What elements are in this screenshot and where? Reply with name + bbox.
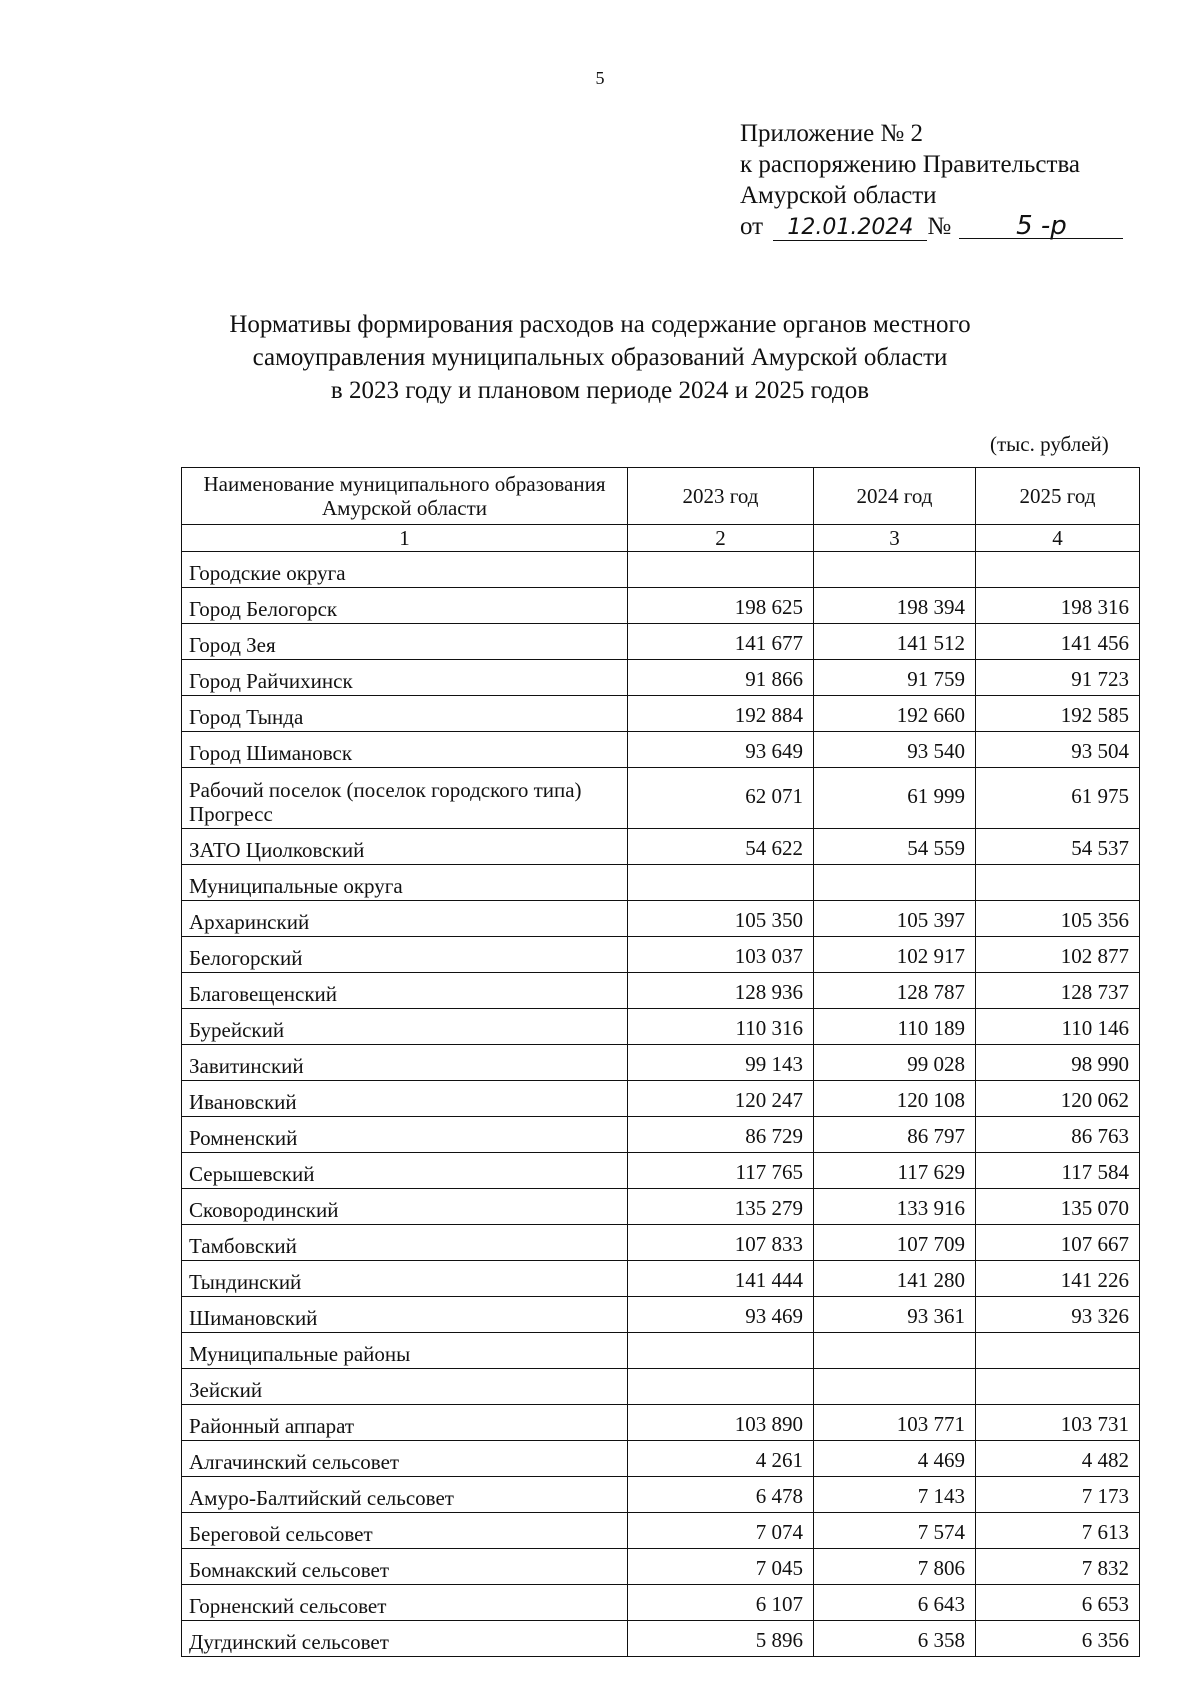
row-name: Завитинский [182,1045,628,1081]
row-value-2024: 141 512 [814,624,976,660]
row-value-2025: 98 990 [976,1045,1140,1081]
row-value-2024: 93 361 [814,1297,976,1333]
table-header-row [182,468,1140,525]
row-value-2024 [814,1369,976,1405]
norms-table [181,467,1140,1657]
row-name: Бурейский [182,1009,628,1045]
row-value-2023 [628,552,814,588]
row-value-2023: 117 765 [628,1153,814,1189]
table-row [182,768,1140,829]
table-row [182,973,1140,1009]
row-value-2023: 54 622 [628,829,814,865]
row-value-2023: 135 279 [628,1189,814,1225]
column-numbers-row [182,525,1140,552]
column-number: 1 [182,525,628,552]
row-name: Ромненский [182,1117,628,1153]
row-name: Зейский [182,1369,628,1405]
row-name: Тамбовский [182,1225,628,1261]
row-value-2025: 110 146 [976,1009,1140,1045]
row-value-2024: 110 189 [814,1009,976,1045]
row-value-2024: 7 806 [814,1549,976,1585]
row-value-2023: 141 444 [628,1261,814,1297]
table-row [182,1621,1140,1657]
row-value-2023: 99 143 [628,1045,814,1081]
row-name: Городские округа [182,552,628,588]
row-value-2024 [814,865,976,901]
row-value-2023: 107 833 [628,1225,814,1261]
table-row [182,1297,1140,1333]
row-name: Тындинский [182,1261,628,1297]
table-row [182,1477,1140,1513]
row-value-2025: 91 723 [976,660,1140,696]
row-value-2023: 7 074 [628,1513,814,1549]
table-row [182,937,1140,973]
row-value-2023: 93 649 [628,732,814,768]
row-name: Бомнакский сельсовет [182,1549,628,1585]
row-name: Белогорский [182,937,628,973]
table-row [182,1405,1140,1441]
row-value-2023: 120 247 [628,1081,814,1117]
row-value-2023: 93 469 [628,1297,814,1333]
table-row [182,829,1140,865]
table-row [182,865,1140,901]
table-row [182,1261,1140,1297]
from-label: от [740,213,764,240]
row-value-2024: 102 917 [814,937,976,973]
row-value-2023: 6 478 [628,1477,814,1513]
appendix-block [740,118,1123,242]
handwritten-date: 12.01.2024 [773,216,927,241]
row-value-2024: 6 358 [814,1621,976,1657]
row-name: Ивановский [182,1081,628,1117]
row-value-2023 [628,865,814,901]
row-value-2024: 4 469 [814,1441,976,1477]
row-value-2025: 86 763 [976,1117,1140,1153]
row-value-2023: 6 107 [628,1585,814,1621]
table-row [182,552,1140,588]
row-name: Алгачинский сельсовет [182,1441,628,1477]
row-value-2024: 103 771 [814,1405,976,1441]
units-label: (тыс. рублей) [990,432,1109,456]
row-name: Муниципальные округа [182,865,628,901]
row-value-2025: 192 585 [976,696,1140,732]
row-name: Архаринский [182,901,628,937]
table-row [182,1153,1140,1189]
table-row [182,1045,1140,1081]
row-value-2025: 103 731 [976,1405,1140,1441]
row-value-2024 [814,552,976,588]
row-name: Город Шимановск [182,732,628,768]
appendix-region: Амурской области [740,182,937,209]
appendix-date-number [740,211,1123,242]
row-value-2024: 7 574 [814,1513,976,1549]
table-row [182,660,1140,696]
table-row [182,1549,1140,1585]
row-value-2024: 107 709 [814,1225,976,1261]
row-value-2023 [628,1369,814,1405]
row-value-2025 [976,552,1140,588]
row-name: Город Тында [182,696,628,732]
row-value-2024: 93 540 [814,732,976,768]
row-value-2025: 7 832 [976,1549,1140,1585]
row-value-2025: 117 584 [976,1153,1140,1189]
row-value-2023: 128 936 [628,973,814,1009]
column-number: 3 [814,525,976,552]
table-row [182,1513,1140,1549]
row-value-2025: 7 173 [976,1477,1140,1513]
row-value-2023: 91 866 [628,660,814,696]
row-value-2025: 6 356 [976,1621,1140,1657]
row-value-2024: 120 108 [814,1081,976,1117]
row-value-2025: 93 326 [976,1297,1140,1333]
row-name: Районный аппарат [182,1405,628,1441]
row-value-2025: 141 226 [976,1261,1140,1297]
header-2024: 2024 год [814,468,976,525]
appendix-title: Приложение № 2 [740,120,924,147]
title-line-1: Нормативы формирования расходов на содержание органов местного [229,311,971,338]
row-value-2023: 86 729 [628,1117,814,1153]
table-row [182,901,1140,937]
row-name: Город Райчихинск [182,660,628,696]
table-row [182,696,1140,732]
row-value-2024: 117 629 [814,1153,976,1189]
row-value-2023: 4 261 [628,1441,814,1477]
row-value-2024: 133 916 [814,1189,976,1225]
row-value-2023: 105 350 [628,901,814,937]
title-line-3: в 2023 году и плановом периоде 2024 и 2025 годов [330,377,870,404]
row-value-2024: 99 028 [814,1045,976,1081]
row-value-2025: 6 653 [976,1585,1140,1621]
row-name: Шимановский [182,1297,628,1333]
table-row [182,1369,1140,1405]
row-value-2023: 110 316 [628,1009,814,1045]
row-value-2025: 128 737 [976,973,1140,1009]
row-name: Береговой сельсовет [182,1513,628,1549]
table-row [182,1009,1140,1045]
header-2023: 2023 год [628,468,814,525]
row-value-2024: 91 759 [814,660,976,696]
page-number: 5 [595,68,605,88]
row-value-2023: 5 896 [628,1621,814,1657]
row-value-2024: 192 660 [814,696,976,732]
row-value-2025: 141 456 [976,624,1140,660]
row-value-2023: 192 884 [628,696,814,732]
row-value-2025: 102 877 [976,937,1140,973]
row-value-2024: 105 397 [814,901,976,937]
column-number: 4 [976,525,1140,552]
table-row [182,1441,1140,1477]
table-row [182,1585,1140,1621]
row-value-2025: 120 062 [976,1081,1140,1117]
row-value-2025 [976,1369,1140,1405]
row-value-2024: 54 559 [814,829,976,865]
title-line-2: самоуправления муниципальных образований Амурской области [252,344,948,371]
row-value-2025: 4 482 [976,1441,1140,1477]
row-value-2023: 62 071 [628,768,814,829]
row-value-2024: 141 280 [814,1261,976,1297]
row-value-2025: 105 356 [976,901,1140,937]
row-value-2023 [628,1333,814,1369]
row-name: ЗАТО Циолковский [182,829,628,865]
row-value-2024: 6 643 [814,1585,976,1621]
row-value-2025 [976,865,1140,901]
number-label: № [927,213,952,240]
row-value-2024: 198 394 [814,588,976,624]
header-name: Наименование муниципального образования Амурской области [182,468,628,525]
row-value-2023: 7 045 [628,1549,814,1585]
row-name: Город Зея [182,624,628,660]
table-row [182,624,1140,660]
row-value-2025: 198 316 [976,588,1140,624]
row-value-2025: 61 975 [976,768,1140,829]
row-name: Город Белогорск [182,588,628,624]
row-value-2023: 103 890 [628,1405,814,1441]
table-row [182,732,1140,768]
row-value-2025 [976,1333,1140,1369]
row-value-2024: 86 797 [814,1117,976,1153]
row-value-2024: 7 143 [814,1477,976,1513]
row-name: Дугдинский сельсовет [182,1621,628,1657]
row-name: Сковородинский [182,1189,628,1225]
row-value-2024: 61 999 [814,768,976,829]
row-value-2025: 54 537 [976,829,1140,865]
row-value-2023: 198 625 [628,588,814,624]
row-value-2025: 93 504 [976,732,1140,768]
row-name: Муниципальные районы [182,1333,628,1369]
row-value-2024 [814,1333,976,1369]
row-value-2024: 128 787 [814,973,976,1009]
column-number: 2 [628,525,814,552]
row-value-2025: 7 613 [976,1513,1140,1549]
table-row [182,1333,1140,1369]
row-value-2025: 107 667 [976,1225,1140,1261]
table-row [182,1117,1140,1153]
handwritten-number: 5 -р [959,214,1123,239]
row-value-2025: 135 070 [976,1189,1140,1225]
row-name: Рабочий поселок (поселок городского типа) Прогресс [182,768,628,829]
table-body [182,552,1140,1657]
row-value-2023: 103 037 [628,937,814,973]
row-name: Благовещенский [182,973,628,1009]
row-value-2023: 141 677 [628,624,814,660]
table-row [182,588,1140,624]
row-name: Горненский сельсовет [182,1585,628,1621]
table-row [182,1189,1140,1225]
document-title [150,308,1050,407]
table-row [182,1081,1140,1117]
row-name: Серышевский [182,1153,628,1189]
appendix-order-ref: к распоряжению Правительства [740,151,1081,178]
table-row [182,1225,1140,1261]
header-2025: 2025 год [976,468,1140,525]
row-name: Амуро-Балтийский сельсовет [182,1477,628,1513]
